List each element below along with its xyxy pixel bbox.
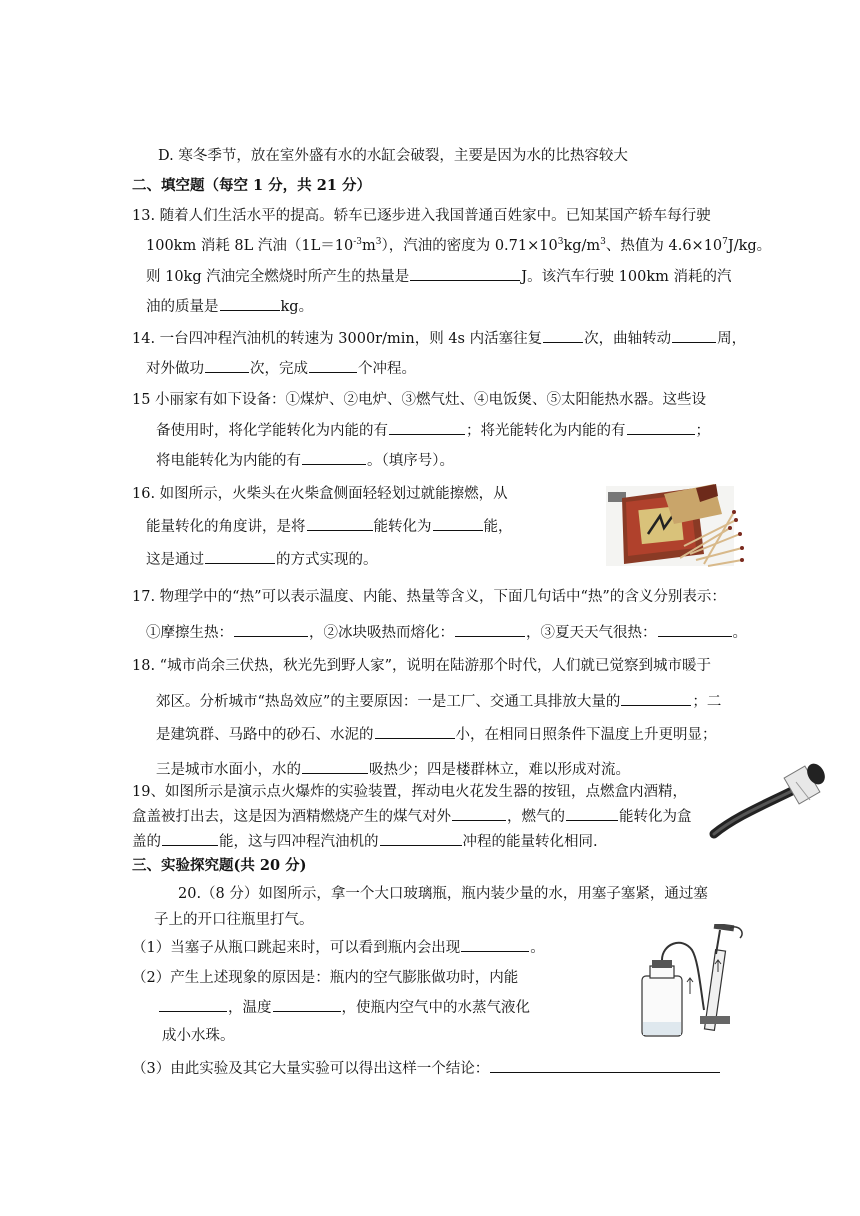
bottle-pump-figure [634, 924, 752, 1040]
q13-line4: 油的质量是 kg。 [146, 296, 313, 317]
q20-blank-1[interactable] [461, 937, 529, 952]
q17-blank-1[interactable] [234, 622, 308, 637]
q19-blank-4[interactable] [380, 831, 462, 846]
matchbox-figure [604, 484, 744, 570]
q15-blank-elec[interactable] [302, 450, 366, 465]
q18-line1: 18. “城市尚余三伏热，秋光先到野人家”，说明在陆游那个时代，人们就已觉察到城市暖于 [132, 658, 711, 674]
q19-blank-1[interactable] [452, 806, 506, 821]
q14-blank-2[interactable] [672, 328, 716, 343]
q13-line1: 13. 随着人们生活水平的提高。轿车已逐步进入我国普通百姓家中。已知某国产轿车每行驶 [132, 208, 711, 224]
section-2-title: 二、填空题（每空 1 分，共 21 分） [132, 177, 371, 194]
q15-line2: 备使用时，将化学能转化为内能的有 ；将光能转化为内能的有 ； [156, 420, 710, 441]
q15-line3: 将电能转化为内能的有 。（填序号）。 [156, 450, 454, 471]
q20-part2-line3: 成小水珠。 [162, 1028, 235, 1044]
q16-blank-1[interactable] [307, 516, 373, 531]
q19-line3: 盖的 能，这与四冲程汽油机的 冲程的能量转化相同. [132, 831, 598, 852]
q20-part2-line2: ，温度 ，使瓶内空气中的水蒸气液化 [158, 997, 530, 1018]
section-3-title: 三、实验探究题(共 20 分) [132, 857, 307, 874]
q13-blank-mass[interactable] [220, 296, 280, 311]
q14-line2: 对外做功 次，完成 个冲程。 [146, 358, 416, 379]
q20-blank-3[interactable] [273, 997, 341, 1012]
q20-part2: （2）产生上述现象的原因是：瓶内的空气膨胀做功时，内能 [132, 970, 519, 986]
q20-blank-2[interactable] [159, 997, 227, 1012]
q16-blank-2[interactable] [433, 516, 483, 531]
q17-blank-3[interactable] [658, 622, 732, 637]
q19-line1: 19、如图所示是演示点火爆炸的实验装置，挥动电火花发生器的按钮，点燃盒内酒精， [132, 784, 687, 800]
option-d: D. 寒冬季节，放在室外盛有水的水缸会破裂，主要是因为水的比热容较大 [158, 148, 628, 164]
q18-blank-2[interactable] [375, 724, 455, 739]
q16-line2: 能量转化的角度讲，是将 能转化为 能， [146, 516, 513, 537]
q19-blank-2[interactable] [566, 806, 618, 821]
q15-blank-light[interactable] [627, 420, 695, 435]
q16-line1: 16. 如图所示，火柴头在火柴盒侧面轻轻划过就能擦燃，从 [132, 486, 508, 502]
q13-line3: 则 10kg 汽油完全燃烧时所产生的热量是 J。该汽车行驶 100km 消耗的汽 [146, 266, 732, 287]
q15-blank-chem[interactable] [389, 420, 465, 435]
q18-blank-1[interactable] [621, 691, 691, 706]
q20-part3: （3）由此实验及其它大量实验可以得出这样一个结论： [132, 1058, 721, 1079]
q18-blank-3[interactable] [302, 759, 368, 774]
q17-line2: ①摩擦生热： ，②冰块吸热而熔化： ，③夏天天气很热： 。 [146, 622, 747, 643]
q19-line2: 盒盖被打出去，这是因为酒精燃烧产生的煤气对外 ，燃气的 能转化为盒 [132, 806, 692, 827]
q14-line1: 14. 一台四冲程汽油机的转速为 3000r/min，则 4s 内活塞往复 次，曲轴转动 周， [132, 328, 746, 349]
q19-blank-3[interactable] [162, 831, 218, 846]
q16-blank-3[interactable] [205, 549, 275, 564]
ignition-device-figure [706, 760, 830, 842]
q20-line1: 20.（8 分）如图所示，拿一个大口玻璃瓶，瓶内装少量的水，用塞子塞紧，通过塞 [178, 886, 708, 902]
q14-blank-1[interactable] [543, 328, 583, 343]
q13-line2: 100km 消耗 8L 汽油$(1L=10^{-3}m^3)$，汽油的密度为 $0.71\times 10^3kg/m^3$、热值为 $4.6\times 10^7J/kg$。 [146, 237, 772, 254]
q13-blank-heat[interactable] [410, 266, 520, 281]
q18-line3: 是建筑群、马路中的砂石、水泥的 小，在相同日照条件下温度上升更明显； [156, 724, 717, 745]
q20-blank-4[interactable] [490, 1058, 720, 1073]
q17-line1: 17. 物理学中的“热”可以表示温度、内能、热量等含义，下面几句话中“热”的含义分别表示： [132, 589, 726, 605]
q14-blank-3[interactable] [205, 358, 249, 373]
q20-line2: 子上的开口往瓶里打气。 [154, 912, 314, 928]
q14-blank-4[interactable] [309, 358, 357, 373]
q18-line2: 郊区。分析城市“热岛效应”的主要原因：一是工厂、交通工具排放大量的 ；二 [156, 691, 721, 712]
q16-line3: 这是通过 的方式实现的。 [146, 549, 378, 570]
q20-part1: （1）当塞子从瓶口跳起来时，可以看到瓶内会出现 。 [132, 937, 545, 958]
q15-line1: 15 小丽家有如下设备：①煤炉、②电炉、③燃气灶、④电饭煲、⑤太阳能热水器。这些设 [132, 392, 707, 408]
q18-line4: 三是城市水面小，水的 吸热少；四是楼群林立，难以形成对流。 [156, 759, 630, 780]
q17-blank-2[interactable] [455, 622, 525, 637]
